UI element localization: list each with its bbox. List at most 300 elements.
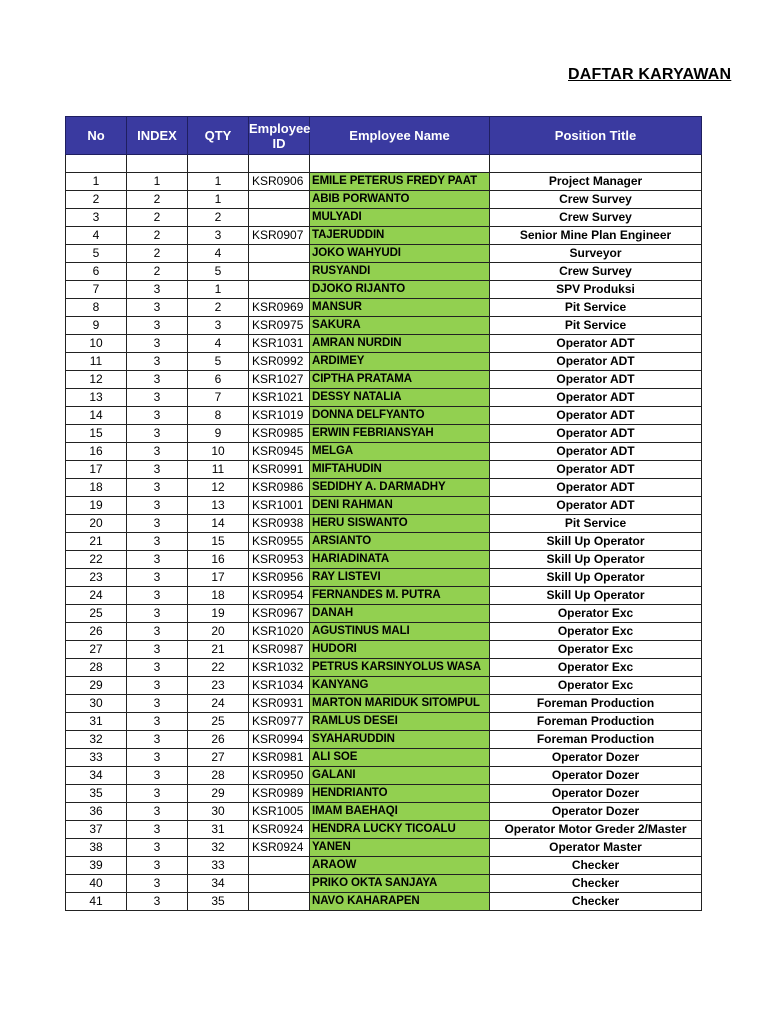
cell-qty: 14 [188,515,249,533]
cell-index: 2 [127,263,188,281]
cell-no: 41 [66,893,127,911]
table-row [66,803,702,821]
table-row [66,875,702,893]
cell-qty: 31 [188,821,249,839]
table-row [66,641,702,659]
cell-employee-name: NAVO KAHARAPEN [310,893,490,911]
cell-index: 3 [127,587,188,605]
cell-position-title: Checker [490,893,702,911]
cell-employee-name: AMRAN NURDIN [310,335,490,353]
cell-index: 3 [127,677,188,695]
cell-qty: 3 [188,317,249,335]
table-row [66,227,702,245]
table-row [66,821,702,839]
cell-no: 2 [66,191,127,209]
cell-qty: 11 [188,461,249,479]
table-row [66,551,702,569]
table-row [66,893,702,911]
cell-index: 3 [127,299,188,317]
cell-index: 3 [127,371,188,389]
cell-index: 3 [127,803,188,821]
header-index: INDEX [127,117,188,155]
cell-employee-id: KSR1005 [249,803,310,821]
cell-qty: 5 [188,353,249,371]
cell-index: 3 [127,767,188,785]
header-employee-id: Employee ID [249,117,310,155]
table-row [66,497,702,515]
cell-employee-id: KSR0907 [249,227,310,245]
cell-no: 15 [66,425,127,443]
cell-index: 3 [127,353,188,371]
cell-no: 21 [66,533,127,551]
cell-employee-name: ARSIANTO [310,533,490,551]
cell-no: 1 [66,173,127,191]
cell-qty: 19 [188,605,249,623]
table-row [66,857,702,875]
header-row [66,117,702,155]
cell-no: 13 [66,389,127,407]
table-row [66,659,702,677]
cell-no: 5 [66,245,127,263]
cell-qty: 35 [188,893,249,911]
cell-qty: 10 [188,443,249,461]
cell-position-title: Crew Survey [490,209,702,227]
cell-position-title: Foreman Production [490,713,702,731]
cell-qty: 23 [188,677,249,695]
cell-employee-id: KSR0950 [249,767,310,785]
cell-no: 9 [66,317,127,335]
cell-position-title: Crew Survey [490,191,702,209]
cell-qty: 13 [188,497,249,515]
table-row [66,713,702,731]
cell-employee-id: KSR0938 [249,515,310,533]
cell-employee-id: KSR1020 [249,623,310,641]
cell-employee-id: KSR0985 [249,425,310,443]
cell-position-title: Operator ADT [490,479,702,497]
cell-employee-name: DONNA DELFYANTO [310,407,490,425]
table-row [66,605,702,623]
cell-no: 14 [66,407,127,425]
cell-no: 27 [66,641,127,659]
cell-employee-id: KSR0945 [249,443,310,461]
cell-index: 2 [127,227,188,245]
table-row [66,623,702,641]
cell-employee-id [249,191,310,209]
cell-index: 3 [127,641,188,659]
cell-position-title: Operator ADT [490,371,702,389]
cell-no: 3 [66,209,127,227]
cell-position-title: Skill Up Operator [490,533,702,551]
cell-no: 19 [66,497,127,515]
cell-no: 11 [66,353,127,371]
cell-position-title: Foreman Production [490,695,702,713]
cell-position-title: Project Manager [490,173,702,191]
table-row [66,461,702,479]
cell-employee-name: EMILE PETERUS FREDY PAAT [310,173,490,191]
cell-employee-id: KSR1001 [249,497,310,515]
table-row [66,353,702,371]
cell-qty: 1 [188,281,249,299]
cell-position-title: SPV Produksi [490,281,702,299]
cell-no: 30 [66,695,127,713]
cell-qty: 7 [188,389,249,407]
cell-employee-name: AGUSTINUS MALI [310,623,490,641]
cell-index: 3 [127,407,188,425]
cell-employee-id [249,263,310,281]
cell-employee-id: KSR0967 [249,605,310,623]
cell-employee-id: KSR1034 [249,677,310,695]
cell-position-title: Operator Exc [490,623,702,641]
cell-employee-id: KSR0994 [249,731,310,749]
cell-qty: 17 [188,569,249,587]
table-row [66,587,702,605]
header-qty: QTY [188,117,249,155]
cell-employee-name: SEDIDHY A. DARMADHY [310,479,490,497]
cell-no: 20 [66,515,127,533]
cell-index: 3 [127,713,188,731]
cell-employee-id: KSR0975 [249,317,310,335]
table-row [66,677,702,695]
table-row [66,749,702,767]
cell-employee-name: RAY LISTEVI [310,569,490,587]
cell-employee-id [249,857,310,875]
cell-employee-name: HUDORI [310,641,490,659]
cell-employee-id: KSR0989 [249,785,310,803]
cell-employee-name: MANSUR [310,299,490,317]
cell-employee-id: KSR1031 [249,335,310,353]
table-row [66,479,702,497]
cell-index: 3 [127,317,188,335]
cell-employee-name: CIPTHA PRATAMA [310,371,490,389]
cell-no: 35 [66,785,127,803]
cell-qty: 24 [188,695,249,713]
cell-employee-name: TAJERUDDIN [310,227,490,245]
cell-position-title: Crew Survey [490,263,702,281]
cell-employee-name: HERU SISWANTO [310,515,490,533]
cell-qty: 1 [188,173,249,191]
cell-employee-name: JOKO WAHYUDI [310,245,490,263]
cell-employee-name: RAMLUS DESEI [310,713,490,731]
cell-employee-name: KANYANG [310,677,490,695]
empty-cell [127,155,188,173]
cell-index: 2 [127,191,188,209]
cell-employee-id [249,281,310,299]
cell-employee-name: DENI RAHMAN [310,497,490,515]
cell-position-title: Operator Exc [490,659,702,677]
cell-qty: 2 [188,209,249,227]
cell-index: 3 [127,551,188,569]
cell-no: 39 [66,857,127,875]
cell-index: 3 [127,335,188,353]
table-row [66,281,702,299]
cell-qty: 22 [188,659,249,677]
cell-no: 22 [66,551,127,569]
cell-employee-id: KSR0956 [249,569,310,587]
cell-employee-id: KSR1019 [249,407,310,425]
cell-index: 3 [127,443,188,461]
cell-employee-name: MIFTAHUDIN [310,461,490,479]
cell-position-title: Operator Dozer [490,803,702,821]
cell-qty: 3 [188,227,249,245]
header-position-title: Position Title [490,117,702,155]
cell-no: 10 [66,335,127,353]
cell-no: 34 [66,767,127,785]
cell-index: 3 [127,785,188,803]
cell-position-title: Operator Master [490,839,702,857]
cell-employee-id: KSR0906 [249,173,310,191]
cell-qty: 15 [188,533,249,551]
table-row [66,209,702,227]
cell-no: 16 [66,443,127,461]
table-row [66,425,702,443]
cell-qty: 33 [188,857,249,875]
cell-index: 3 [127,497,188,515]
cell-qty: 16 [188,551,249,569]
cell-employee-name: HENDRIANTO [310,785,490,803]
cell-position-title: Pit Service [490,515,702,533]
cell-index: 3 [127,605,188,623]
cell-employee-name: SYAHARUDDIN [310,731,490,749]
table-body [66,155,702,911]
table-row [66,335,702,353]
empty-cell [249,155,310,173]
cell-index: 3 [127,749,188,767]
cell-position-title: Operator ADT [490,407,702,425]
table-row [66,785,702,803]
cell-employee-id: KSR0977 [249,713,310,731]
cell-employee-name: MARTON MARIDUK SITOMPUL [310,695,490,713]
table-row [66,389,702,407]
cell-qty: 28 [188,767,249,785]
cell-employee-name: ALI SOE [310,749,490,767]
cell-no: 24 [66,587,127,605]
cell-no: 7 [66,281,127,299]
table-row [66,173,702,191]
cell-position-title: Checker [490,857,702,875]
cell-index: 3 [127,875,188,893]
cell-employee-id: KSR0969 [249,299,310,317]
cell-employee-id: KSR0954 [249,587,310,605]
cell-index: 3 [127,839,188,857]
cell-employee-id: KSR1027 [249,371,310,389]
cell-no: 17 [66,461,127,479]
cell-index: 3 [127,821,188,839]
cell-employee-name: SAKURA [310,317,490,335]
cell-position-title: Checker [490,875,702,893]
cell-employee-id: KSR0991 [249,461,310,479]
cell-employee-name: ARDIMEY [310,353,490,371]
cell-employee-name: ABIB PORWANTO [310,191,490,209]
cell-employee-name: YANEN [310,839,490,857]
cell-qty: 21 [188,641,249,659]
cell-qty: 4 [188,245,249,263]
cell-employee-name: PETRUS KARSINYOLUS WASA [310,659,490,677]
cell-index: 3 [127,515,188,533]
cell-index: 3 [127,893,188,911]
cell-qty: 6 [188,371,249,389]
empty-row [66,155,702,173]
page-title: DAFTAR KARYAWAN [568,66,732,83]
cell-position-title: Surveyor [490,245,702,263]
cell-qty: 2 [188,299,249,317]
cell-index: 2 [127,209,188,227]
table-row [66,245,702,263]
cell-index: 3 [127,659,188,677]
cell-no: 12 [66,371,127,389]
cell-qty: 32 [188,839,249,857]
cell-index: 3 [127,731,188,749]
cell-employee-name: GALANI [310,767,490,785]
cell-index: 3 [127,857,188,875]
cell-index: 3 [127,695,188,713]
cell-employee-name: DANAH [310,605,490,623]
cell-index: 3 [127,281,188,299]
cell-employee-id: KSR0924 [249,839,310,857]
cell-no: 18 [66,479,127,497]
cell-position-title: Operator Exc [490,641,702,659]
cell-no: 28 [66,659,127,677]
cell-qty: 29 [188,785,249,803]
cell-qty: 34 [188,875,249,893]
cell-no: 31 [66,713,127,731]
cell-no: 40 [66,875,127,893]
cell-position-title: Operator ADT [490,461,702,479]
cell-employee-name: DESSY NATALIA [310,389,490,407]
cell-position-title: Foreman Production [490,731,702,749]
cell-employee-name: IMAM BAEHAQI [310,803,490,821]
table-row [66,263,702,281]
cell-employee-name: ERWIN FEBRIANSYAH [310,425,490,443]
cell-position-title: Pit Service [490,317,702,335]
cell-employee-id [249,875,310,893]
cell-no: 4 [66,227,127,245]
cell-qty: 18 [188,587,249,605]
cell-index: 3 [127,425,188,443]
cell-index: 3 [127,389,188,407]
cell-position-title: Operator ADT [490,353,702,371]
cell-position-title: Pit Service [490,299,702,317]
cell-qty: 25 [188,713,249,731]
cell-employee-name: RUSYANDI [310,263,490,281]
table-row [66,371,702,389]
table-row [66,569,702,587]
cell-index: 1 [127,173,188,191]
table-row [66,299,702,317]
cell-employee-name: MELGA [310,443,490,461]
table-row [66,407,702,425]
header-employee-name: Employee Name [310,117,490,155]
cell-position-title: Operator Dozer [490,767,702,785]
cell-employee-id: KSR0986 [249,479,310,497]
cell-employee-id: KSR0992 [249,353,310,371]
cell-employee-name: DJOKO RIJANTO [310,281,490,299]
cell-qty: 9 [188,425,249,443]
cell-qty: 20 [188,623,249,641]
cell-no: 37 [66,821,127,839]
cell-index: 3 [127,569,188,587]
cell-index: 2 [127,245,188,263]
table-row [66,533,702,551]
cell-employee-id: KSR0987 [249,641,310,659]
table-row [66,317,702,335]
cell-position-title: Skill Up Operator [490,569,702,587]
cell-no: 32 [66,731,127,749]
cell-employee-id: KSR0981 [249,749,310,767]
cell-position-title: Operator Dozer [490,785,702,803]
cell-employee-name: HENDRA LUCKY TICOALU [310,821,490,839]
cell-employee-id [249,209,310,227]
cell-qty: 27 [188,749,249,767]
table-row [66,191,702,209]
empty-cell [188,155,249,173]
cell-no: 38 [66,839,127,857]
cell-index: 3 [127,623,188,641]
table-row [66,695,702,713]
cell-qty: 12 [188,479,249,497]
cell-qty: 5 [188,263,249,281]
cell-no: 6 [66,263,127,281]
table-row [66,731,702,749]
cell-position-title: Skill Up Operator [490,587,702,605]
cell-position-title: Operator ADT [490,425,702,443]
cell-employee-name: HARIADINATA [310,551,490,569]
cell-position-title: Operator ADT [490,497,702,515]
cell-no: 25 [66,605,127,623]
cell-position-title: Operator ADT [490,443,702,461]
cell-position-title: Operator Motor Greder 2/Master [490,821,702,839]
cell-position-title: Operator Exc [490,677,702,695]
cell-employee-id [249,245,310,263]
table-row [66,443,702,461]
cell-no: 29 [66,677,127,695]
cell-employee-id: KSR0953 [249,551,310,569]
cell-no: 8 [66,299,127,317]
cell-qty: 26 [188,731,249,749]
cell-qty: 30 [188,803,249,821]
empty-cell [310,155,490,173]
page-title-wrap [568,66,732,90]
cell-employee-id: KSR0924 [249,821,310,839]
cell-no: 33 [66,749,127,767]
cell-position-title: Operator ADT [490,389,702,407]
cell-index: 3 [127,533,188,551]
cell-employee-id: KSR1032 [249,659,310,677]
cell-employee-id: KSR1021 [249,389,310,407]
cell-index: 3 [127,479,188,497]
cell-qty: 4 [188,335,249,353]
cell-index: 3 [127,461,188,479]
cell-no: 36 [66,803,127,821]
table-row [66,839,702,857]
cell-no: 23 [66,569,127,587]
cell-no: 26 [66,623,127,641]
empty-cell [490,155,702,173]
header-no: No [66,117,127,155]
cell-qty: 8 [188,407,249,425]
cell-employee-name: ARAOW [310,857,490,875]
cell-position-title: Skill Up Operator [490,551,702,569]
table-row [66,767,702,785]
cell-position-title: Senior Mine Plan Engineer [490,227,702,245]
cell-position-title: Operator ADT [490,335,702,353]
cell-position-title: Operator Dozer [490,749,702,767]
cell-employee-name: FERNANDES M. PUTRA [310,587,490,605]
cell-qty: 1 [188,191,249,209]
cell-employee-id: KSR0955 [249,533,310,551]
cell-employee-name: MULYADI [310,209,490,227]
cell-employee-id: KSR0931 [249,695,310,713]
cell-employee-name: PRIKO OKTA SANJAYA [310,875,490,893]
